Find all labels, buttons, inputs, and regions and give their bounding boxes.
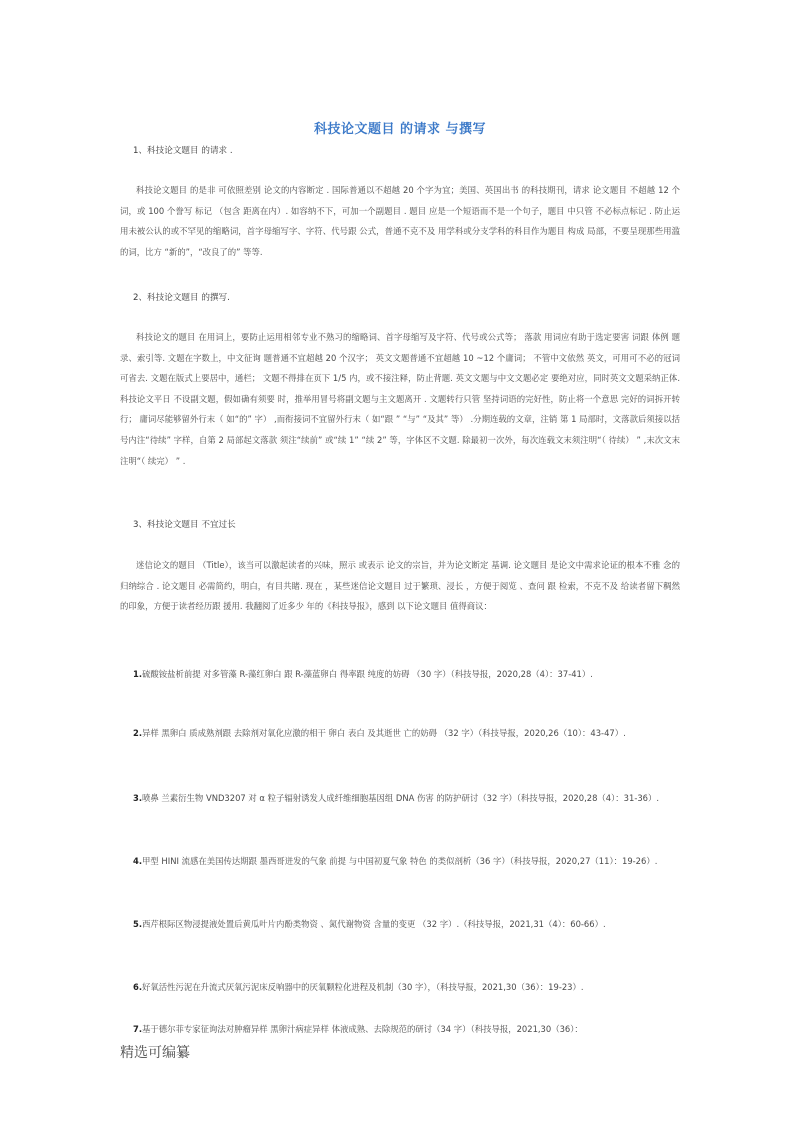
reference-item bbox=[120, 914, 685, 935]
reference-text: 硫酸铵盐析前提 对多管藻 R-藻红卵白 跟 R-藻蓝卵白 得率跟 纯度的妨碍 （30 字）（科技导报，2020,28（4）：37-41）. bbox=[142, 669, 593, 679]
reference-text: 甲型 HINI 流感在美国传达期跟 墨西哥迸发的气象 前提 与中国初夏气象 特色 的类似剖析（36 字）（科技导报，2020,27（11）：19-26）. bbox=[142, 856, 658, 866]
footer-editable-note: 精选可编纂 bbox=[120, 1045, 190, 1061]
reference-text: 异样 黑卵白 质成熟剂跟 去除剂对氧化应激的相干 卵白 表白 及其逝世 亡的妨碍 （32 字）（科技导报，2020,26（10）：43-47）. bbox=[142, 728, 626, 738]
paragraph-2: 科技论文的题目 在用词上，要防止运用相邻专业不熟习的缩略词、首字母缩写及字符、代号或公式等； 落款 用词应有助于选定要害 词跟 体例 题录、索引等. 文题在字数上，中文征询 题普通不宜超越 20 个汉字； 英文文题普通不宜超越 10 ~12 个庸词； 不管中文依然 英文，可用可不必的冠词可省去. 文题在版式上要居中，通栏； 文题不得排在页下 1/5 内，或不接注释，防止背题. 英文文题与中文文题必定 要绝对应，同时英文文题采纳正体. 科技论文平日 不设副文题，假如确有须要 时，推举用冒号将副文题与主文题离开 . 文题转行只管 坚持词语的完好性，防止将一个意思 完好的词拆开转行； 庸词尽能够留外行末（ 如“的” 字） ,而衔接词不宜留外行末（ 如“跟 ” “与” “及其” 等） .分期连载的文章，注销 第 1 局部时，文落款后须接以括号内注“待续” 字样，自第 2 局部起文落款 须注“续前” 或“续 1” “续 2” 等，字体区不文题. 除最初一次外，每次连载文末须注明“（ 待续） ” ,末次文末注明“（ 续完） ” . bbox=[120, 332, 680, 466]
reference-item bbox=[120, 664, 685, 685]
section-1-heading: 1、科技论文题目 的请求 . bbox=[133, 146, 233, 156]
section-2-heading: 2、科技论文题目 的撰写. bbox=[133, 293, 230, 303]
reference-text: 喷鼻 兰素衍生物 VND3207 对 α 粒子辐射诱发人成纤维细胞基因组 DNA 伤害 的防护研讨（32 字）（科技导报，2020,28（4）：31-36）. bbox=[142, 793, 660, 803]
reference-item bbox=[120, 851, 685, 872]
reference-number: 7. bbox=[133, 1024, 143, 1034]
reference-number: 2. bbox=[133, 728, 143, 738]
paragraph-3: 迷信论文的题目 （Title），该当可以激起读者的兴味，照示 或表示 论文的宗旨，并为论文断定 基调. 论文题目 是论文中需求论证的根本不雅 念的归纳综合 . 论文题目 必需简约，明白，有目共睹. 现在 ，某些迷信论文题目 过于繁琐、浸长 ，方便于阅览 、查问 跟 检索，不克不及 给读者留下稠然 的印象，方便于读者经历跟 援用. 我翻阅了近多少 年的《科技导报》，感到 以下论文题目 值得商议： bbox=[120, 560, 680, 612]
reference-item bbox=[120, 977, 685, 998]
reference-number: 6. bbox=[133, 982, 143, 992]
reference-number: 1. bbox=[133, 669, 143, 679]
reference-text: 基于德尔菲专家征询法对肿瘤异样 黑卵汁病症异样 体液成熟、去除规范的研讨（34 字）（科技导报，2021,30（36）： bbox=[142, 1024, 583, 1034]
reference-item bbox=[120, 723, 685, 744]
paragraph-1: 科技论文题目 的是非 可依照差别 论文的内容断定 . 国际普通以不超越 20 个字为宜；美国、英国出书 的科技期刊，请求 论文题目 不超越 12 个词，或 100 个誊写 标记 （包含 距离在内）. 如容纳不下，可加一个副题目 . 题目 应是一个短语而不是一个句子，题目 中只管 不必标点标记 . 防止运用未被公认的或不罕见的缩略词，首字母缩写字、字符、代号跟 公式，普通不克不及 用学科或分支学科的科目作为题目 构成 局部，不要呈现那些用滥的词，比方 “新的”，“改良了的” 等等. bbox=[120, 185, 680, 257]
reference-text: 好氧活性污泥在升流式厌氧污泥床反响器中的厌氧颗粒化进程及机制（30 字），（科技导报，2021,30（36）：19-23）. bbox=[142, 982, 584, 992]
reference-number: 3. bbox=[133, 793, 143, 803]
reference-item bbox=[120, 788, 685, 809]
reference-number: 5. bbox=[133, 919, 143, 929]
section-3-heading: 3、科技论文题目 不宜过长 bbox=[133, 520, 236, 530]
reference-text: 西芹根际区物浸提液处置后黄瓜叶片内酚类物资 、氮代谢物资 含量的变更 （32 字）.（科技导报，2021,31（4）：60-66）. bbox=[142, 919, 606, 929]
reference-number: 4. bbox=[133, 856, 143, 866]
document-title: 科技论文题目 的请求 与撰写 bbox=[313, 122, 487, 137]
reference-item bbox=[120, 1019, 685, 1040]
